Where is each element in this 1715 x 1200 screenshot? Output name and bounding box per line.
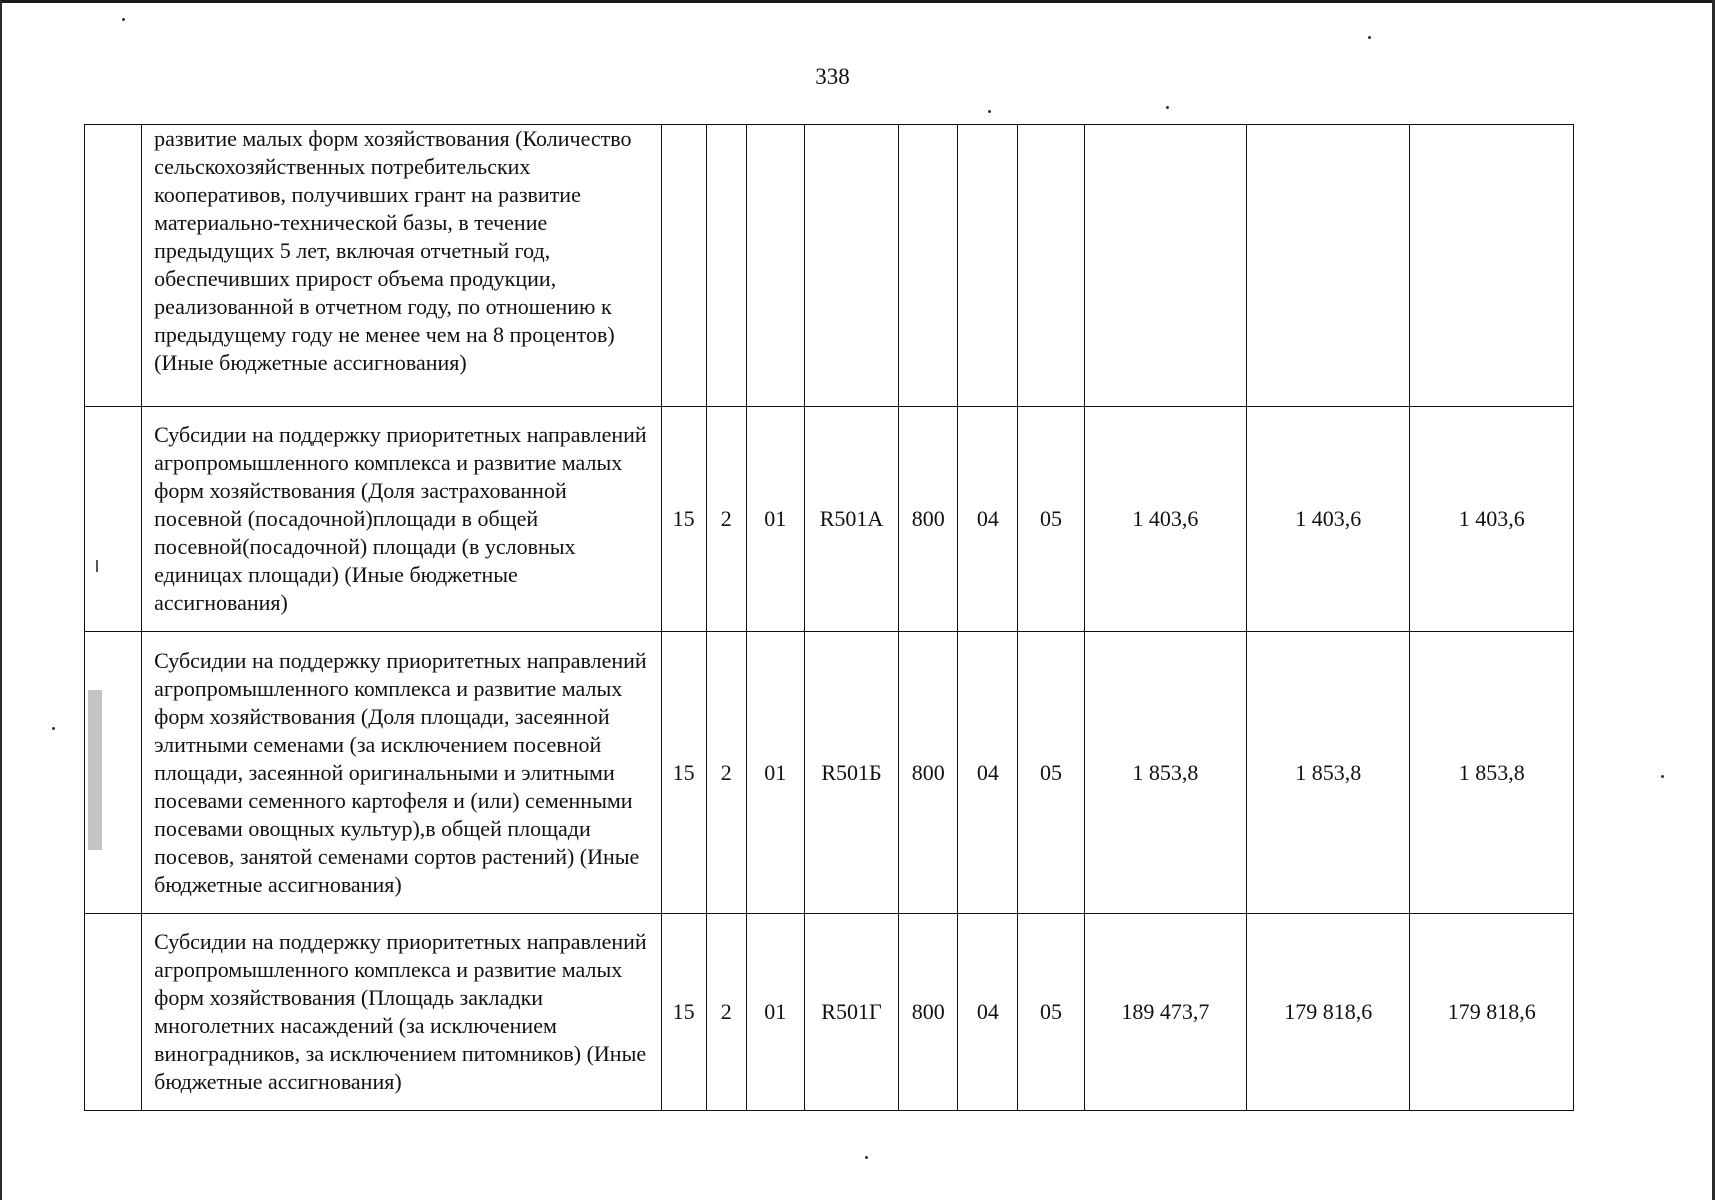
amount-year-2-cell: 1 853,8 <box>1247 632 1410 914</box>
description-cell: развитие малых форм хозяйствования (Количество сельскохозяйственных потребительских кооперативов, получивших грант на развитие материально-технической базы, в течение предыдущих 5 лет, включая отчетный год, обеспечивших прирост объема продукции, реализованной в отчетном году, по отношению к предыдущему году не менее чем на 8 процентов) (Иные бюджетные ассигнования) <box>142 125 661 407</box>
scan-speck <box>988 110 991 113</box>
main-event-code-cell: 01 <box>746 407 804 632</box>
section-cell: 04 <box>958 914 1018 1111</box>
subsection-cell: 05 <box>1018 632 1084 914</box>
subsection-cell <box>1018 125 1084 407</box>
description-cell: Субсидии на поддержку приоритетных направлений агропромышленного комплекса и развитие малых форм хозяйствования (Доля застрахованной посевной (посадочной)площади в общей посевной(посадочной) площади (в условных единицах площади) (Иные бюджетные ассигнования) <box>142 407 661 632</box>
subprogram-code-cell <box>706 125 746 407</box>
amount-year-3-cell: 1 853,8 <box>1410 632 1574 914</box>
scan-border-left <box>0 0 2 1200</box>
scan-speck <box>1661 775 1664 778</box>
direction-code-cell: R501Г <box>804 914 898 1111</box>
main-event-code-cell <box>746 125 804 407</box>
amount-year-2-cell: 179 818,6 <box>1247 914 1410 1111</box>
subsection-cell: 05 <box>1018 407 1084 632</box>
scan-border-top <box>0 0 1715 3</box>
subsection-cell: 05 <box>1018 914 1084 1111</box>
page-number: 338 <box>815 64 850 89</box>
amount-year-3-cell: 1 403,6 <box>1410 407 1574 632</box>
main-event-code-cell: 01 <box>746 914 804 1111</box>
row-number-cell <box>85 632 142 914</box>
table-row <box>85 407 1574 632</box>
row-number-cell <box>85 125 142 407</box>
amount-year-3-cell: 179 818,6 <box>1410 914 1574 1111</box>
section-cell: 04 <box>958 632 1018 914</box>
amount-year-1-cell <box>1084 125 1246 407</box>
amount-year-2-cell: 1 403,6 <box>1247 407 1410 632</box>
scan-speck <box>865 1156 868 1159</box>
section-cell: 04 <box>958 407 1018 632</box>
scan-speck <box>1166 106 1169 109</box>
scan-speck <box>1368 36 1371 39</box>
expense-type-cell: 800 <box>899 407 958 632</box>
expense-type-cell <box>899 125 958 407</box>
section-cell <box>958 125 1018 407</box>
amount-year-1-cell: 189 473,7 <box>1084 914 1246 1111</box>
expense-type-cell: 800 <box>899 914 958 1111</box>
program-code-cell: 15 <box>661 914 706 1111</box>
subprogram-code-cell: 2 <box>706 407 746 632</box>
description-cell: Субсидии на поддержку приоритетных направлений агропромышленного комплекса и развитие малых форм хозяйствования (Доля площади, засеянной элитными семенами (за исключением посевной площади, засеянной оригинальными и элитными посевами семенного картофеля и (или) семенными посевами овощных культур),в общей площади посевов, занятой семенами сортов растений) (Иные бюджетные ассигнования) <box>142 632 661 914</box>
description-cell: Субсидии на поддержку приоритетных направлений агропромышленного комплекса и развитие малых форм хозяйствования (Площадь закладки многолетних насаждений (за исключением виноградников, за исключением питомников) (Иные бюджетные ассигнования) <box>142 914 661 1111</box>
table-row <box>85 914 1574 1111</box>
scan-speck <box>122 18 125 21</box>
table-row <box>85 125 1574 407</box>
amount-year-2-cell <box>1247 125 1410 407</box>
scan-speck <box>52 727 55 730</box>
program-code-cell: 15 <box>661 407 706 632</box>
program-code-cell: 15 <box>661 632 706 914</box>
main-event-code-cell: 01 <box>746 632 804 914</box>
amount-year-1-cell: 1 403,6 <box>1084 407 1246 632</box>
direction-code-cell <box>804 125 898 407</box>
program-code-cell <box>661 125 706 407</box>
expense-type-cell: 800 <box>899 632 958 914</box>
direction-code-cell: R501Б <box>804 632 898 914</box>
row-number-cell <box>85 914 142 1111</box>
direction-code-cell: R501А <box>804 407 898 632</box>
table-row <box>85 632 1574 914</box>
amount-year-3-cell <box>1410 125 1574 407</box>
amount-year-1-cell: 1 853,8 <box>1084 632 1246 914</box>
subprogram-code-cell: 2 <box>706 914 746 1111</box>
subprogram-code-cell: 2 <box>706 632 746 914</box>
budget-table <box>84 124 1574 1111</box>
row-number-cell <box>85 407 142 632</box>
